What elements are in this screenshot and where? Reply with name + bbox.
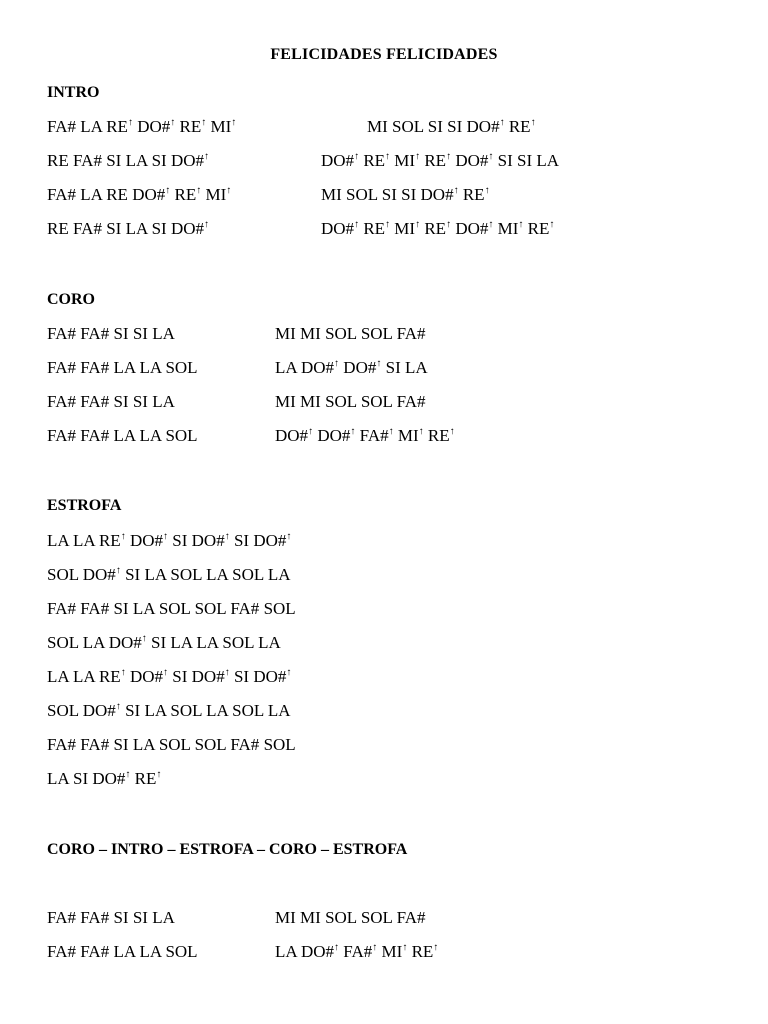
note: DO# (137, 117, 171, 136)
note: FA# (80, 942, 110, 961)
note: LA (196, 633, 219, 652)
note: SI (132, 908, 148, 927)
up-arrow-icon: ↑ (163, 667, 169, 678)
up-arrow-icon: ↑ (499, 117, 505, 128)
note: MI (394, 219, 416, 238)
note: FA# (80, 324, 110, 343)
note: SOL (263, 735, 296, 754)
section-heading-estrofa: ESTROFA (47, 497, 122, 514)
coro-line-left (47, 324, 175, 344)
note: LA (275, 358, 297, 377)
final-line-right (275, 942, 438, 962)
note: SOL (170, 565, 202, 584)
up-arrow-icon: ↑ (286, 531, 292, 542)
note: RE (363, 219, 386, 238)
up-arrow-icon: ↑ (488, 219, 494, 230)
note: LA (113, 358, 136, 377)
note: SOL (47, 701, 79, 720)
note: SOL (158, 599, 191, 618)
note: FA# (47, 942, 76, 961)
note: DO# (191, 667, 225, 686)
note: SOL (165, 358, 198, 377)
note: SI (125, 565, 141, 584)
note: SOL (263, 599, 296, 618)
note: SOL (194, 599, 227, 618)
note: FA# (47, 117, 76, 136)
up-arrow-icon: ↑ (224, 667, 230, 678)
note: SOL (360, 908, 393, 927)
note: LA (82, 633, 105, 652)
note: RE (106, 185, 128, 204)
note: MI (397, 426, 419, 445)
estrofa-line (47, 633, 281, 653)
note: DO# (321, 219, 355, 238)
up-arrow-icon: ↑ (196, 185, 202, 196)
coro-line-right (275, 324, 426, 344)
estrofa-line (47, 735, 296, 755)
up-arrow-icon: ↑ (201, 117, 207, 128)
estrofa-line (47, 599, 296, 619)
note: SOL (194, 735, 227, 754)
song-order-heading: CORO – INTRO – ESTROFA – CORO – ESTROFA (47, 841, 408, 858)
note: FA# (72, 219, 102, 238)
note: SI (106, 219, 122, 238)
note: FA# (47, 599, 76, 618)
note: LA (404, 358, 428, 377)
note: FA# (396, 324, 426, 343)
section-heading-coro: CORO (47, 291, 95, 308)
note: DO# (466, 117, 500, 136)
up-arrow-icon: ↑ (204, 219, 210, 230)
note: LA (47, 667, 69, 686)
note: RE (462, 185, 485, 204)
note: RE (527, 219, 550, 238)
note: RE (47, 151, 69, 170)
note: FA# (359, 426, 389, 445)
note: DO# (343, 358, 377, 377)
note: FA# (80, 599, 110, 618)
note: DO# (170, 219, 205, 238)
note: SI (113, 392, 129, 411)
note: LA (267, 565, 291, 584)
note: LA (170, 633, 193, 652)
note: RE (424, 219, 447, 238)
note: RE (174, 185, 197, 204)
up-arrow-icon: ↑ (115, 565, 121, 576)
note: LA (125, 151, 148, 170)
note: SI (106, 151, 122, 170)
note: DO# (170, 151, 205, 170)
intro-line-right (321, 151, 559, 171)
note: RE (134, 769, 157, 788)
note: DO# (455, 151, 489, 170)
note: MI (497, 219, 519, 238)
note: RE (106, 117, 128, 136)
page-title: FELICIDADES FELICIDADES (270, 46, 498, 63)
note: SI (172, 531, 188, 550)
up-arrow-icon: ↑ (415, 219, 421, 230)
note: FA# (72, 151, 102, 170)
note: MI (275, 392, 296, 411)
note: SI (497, 151, 513, 170)
note: SI (401, 185, 417, 204)
note: SOL (170, 701, 202, 720)
note: SI (447, 117, 463, 136)
note: LA (72, 531, 95, 550)
note: SOL (47, 633, 79, 652)
note: DO# (420, 185, 454, 204)
note: LA (275, 942, 297, 961)
note: DO# (129, 667, 164, 686)
note: DO# (317, 426, 351, 445)
note: LA (536, 151, 560, 170)
note: DO# (253, 667, 287, 686)
note: DO# (300, 358, 335, 377)
note: FA# (47, 735, 76, 754)
up-arrow-icon: ↑ (549, 219, 555, 230)
up-arrow-icon: ↑ (156, 769, 162, 780)
note: FA# (80, 358, 110, 377)
note: SI (125, 701, 141, 720)
note: SOL (165, 942, 198, 961)
note: RE (363, 151, 386, 170)
note: SOL (158, 735, 191, 754)
estrofa-line (47, 667, 291, 687)
up-arrow-icon: ↑ (115, 701, 121, 712)
note: FA# (230, 735, 260, 754)
note: LA (80, 117, 102, 136)
note: LA (132, 599, 155, 618)
up-arrow-icon: ↑ (518, 219, 524, 230)
note: RE (411, 942, 434, 961)
note: MI (300, 392, 321, 411)
note: FA# (396, 392, 426, 411)
note: SI (132, 324, 148, 343)
up-arrow-icon: ↑ (446, 151, 452, 162)
note: LA (152, 324, 175, 343)
intro-line-right (321, 185, 490, 205)
up-arrow-icon: ↑ (415, 151, 421, 162)
note: FA# (80, 392, 110, 411)
up-arrow-icon: ↑ (388, 426, 394, 437)
note: SOL (325, 324, 357, 343)
note: DO# (82, 565, 116, 584)
intro-line-left (47, 185, 231, 205)
up-arrow-icon: ↑ (125, 769, 131, 780)
coro-line-left (47, 392, 175, 412)
final-line-right (275, 908, 426, 928)
note: MI (367, 117, 388, 136)
up-arrow-icon: ↑ (385, 151, 391, 162)
up-arrow-icon: ↑ (418, 426, 424, 437)
note: SI (113, 735, 129, 754)
note: FA# (80, 908, 110, 927)
note: DO# (129, 531, 164, 550)
note: SOL (360, 392, 393, 411)
note: RE (427, 426, 450, 445)
note: SI (113, 599, 129, 618)
up-arrow-icon: ↑ (170, 117, 176, 128)
intro-line-left (47, 117, 236, 137)
final-line-left (47, 942, 198, 962)
up-arrow-icon: ↑ (141, 633, 147, 644)
note: DO# (321, 151, 355, 170)
note: SI (72, 769, 89, 788)
coro-line-right (275, 426, 455, 446)
up-arrow-icon: ↑ (433, 942, 439, 953)
note: LA (258, 633, 281, 652)
final-line-left (47, 908, 175, 928)
section-heading-intro: INTRO (47, 84, 100, 101)
note: DO# (92, 769, 126, 788)
intro-line-right (321, 219, 554, 239)
note: DO# (108, 633, 142, 652)
note: SI (151, 633, 167, 652)
up-arrow-icon: ↑ (127, 117, 133, 128)
note: DO# (191, 531, 225, 550)
up-arrow-icon: ↑ (286, 667, 292, 678)
estrofa-line (47, 565, 291, 585)
note: MI (275, 908, 296, 927)
note: SOL (165, 426, 198, 445)
up-arrow-icon: ↑ (334, 358, 340, 369)
note: SOL (392, 117, 424, 136)
note: DO# (300, 942, 335, 961)
note: MI (205, 185, 227, 204)
note: SOL (325, 392, 357, 411)
note: LA (152, 908, 175, 927)
note: SOL (47, 565, 79, 584)
note: FA# (47, 185, 76, 204)
up-arrow-icon: ↑ (308, 426, 314, 437)
note: SI (233, 531, 250, 550)
note: RE (47, 219, 69, 238)
up-arrow-icon: ↑ (226, 185, 232, 196)
note: RE (98, 531, 121, 550)
note: DO# (82, 701, 116, 720)
intro-line-left (47, 219, 209, 239)
note: LA (206, 565, 228, 584)
note: SOL (346, 185, 378, 204)
note: MI (275, 324, 296, 343)
note: DO# (253, 531, 287, 550)
coro-line-left (47, 426, 198, 446)
coro-line-right (275, 392, 426, 412)
note: RE (179, 117, 202, 136)
note: FA# (396, 908, 426, 927)
up-arrow-icon: ↑ (385, 219, 391, 230)
note: LA (47, 531, 69, 550)
note: SI (517, 151, 533, 170)
note: FA# (80, 426, 110, 445)
note: SI (233, 667, 250, 686)
note: MI (300, 324, 321, 343)
note: LA (113, 426, 136, 445)
note: LA (132, 735, 155, 754)
up-arrow-icon: ↑ (165, 185, 171, 196)
note: LA (206, 701, 228, 720)
coro-line-left (47, 358, 198, 378)
up-arrow-icon: ↑ (204, 151, 210, 162)
up-arrow-icon: ↑ (224, 531, 230, 542)
note: LA (113, 942, 136, 961)
note: SI (381, 185, 397, 204)
note: DO# (132, 185, 166, 204)
up-arrow-icon: ↑ (350, 426, 356, 437)
note: SI (385, 358, 401, 377)
intro-line-right (367, 117, 536, 137)
note: FA# (47, 392, 76, 411)
note: LA (144, 701, 167, 720)
note: MI (394, 151, 416, 170)
note: FA# (47, 908, 76, 927)
note: RE (424, 151, 447, 170)
note: SOL (325, 908, 357, 927)
note: LA (125, 219, 148, 238)
up-arrow-icon: ↑ (372, 942, 378, 953)
note: DO# (275, 426, 309, 445)
up-arrow-icon: ↑ (376, 358, 382, 369)
up-arrow-icon: ↑ (449, 426, 455, 437)
note: MI (300, 908, 321, 927)
note: FA# (47, 324, 76, 343)
up-arrow-icon: ↑ (334, 942, 340, 953)
note: LA (80, 185, 102, 204)
up-arrow-icon: ↑ (163, 531, 169, 542)
note: SI (151, 151, 167, 170)
estrofa-line (47, 769, 161, 789)
coro-line-right (275, 358, 428, 378)
note: RE (98, 667, 121, 686)
up-arrow-icon: ↑ (484, 185, 490, 196)
up-arrow-icon: ↑ (120, 531, 126, 542)
note: SOL (232, 701, 264, 720)
note: SOL (222, 633, 254, 652)
note: LA (152, 392, 175, 411)
up-arrow-icon: ↑ (354, 219, 360, 230)
up-arrow-icon: ↑ (488, 151, 494, 162)
note: LA (139, 426, 162, 445)
note: LA (267, 701, 291, 720)
note: LA (72, 667, 95, 686)
note: SI (113, 324, 129, 343)
note: LA (139, 358, 162, 377)
intro-line-left (47, 151, 209, 171)
up-arrow-icon: ↑ (446, 219, 452, 230)
estrofa-line (47, 701, 291, 721)
note: LA (139, 942, 162, 961)
up-arrow-icon: ↑ (231, 117, 237, 128)
note: SI (113, 908, 129, 927)
note: FA# (80, 735, 110, 754)
note: SI (151, 219, 167, 238)
note: MI (381, 942, 403, 961)
note: SI (172, 667, 188, 686)
up-arrow-icon: ↑ (453, 185, 459, 196)
up-arrow-icon: ↑ (354, 151, 360, 162)
note: MI (210, 117, 232, 136)
note: FA# (47, 426, 76, 445)
note: MI (321, 185, 342, 204)
up-arrow-icon: ↑ (120, 667, 126, 678)
note: DO# (455, 219, 489, 238)
note: SI (132, 392, 148, 411)
up-arrow-icon: ↑ (402, 942, 408, 953)
up-arrow-icon: ↑ (530, 117, 536, 128)
note: FA# (47, 358, 76, 377)
note: FA# (343, 942, 373, 961)
note: SOL (360, 324, 393, 343)
note: RE (508, 117, 531, 136)
note: SOL (232, 565, 264, 584)
note: FA# (230, 599, 260, 618)
note: SI (427, 117, 443, 136)
note: LA (47, 769, 69, 788)
note: LA (144, 565, 167, 584)
estrofa-line (47, 531, 291, 551)
